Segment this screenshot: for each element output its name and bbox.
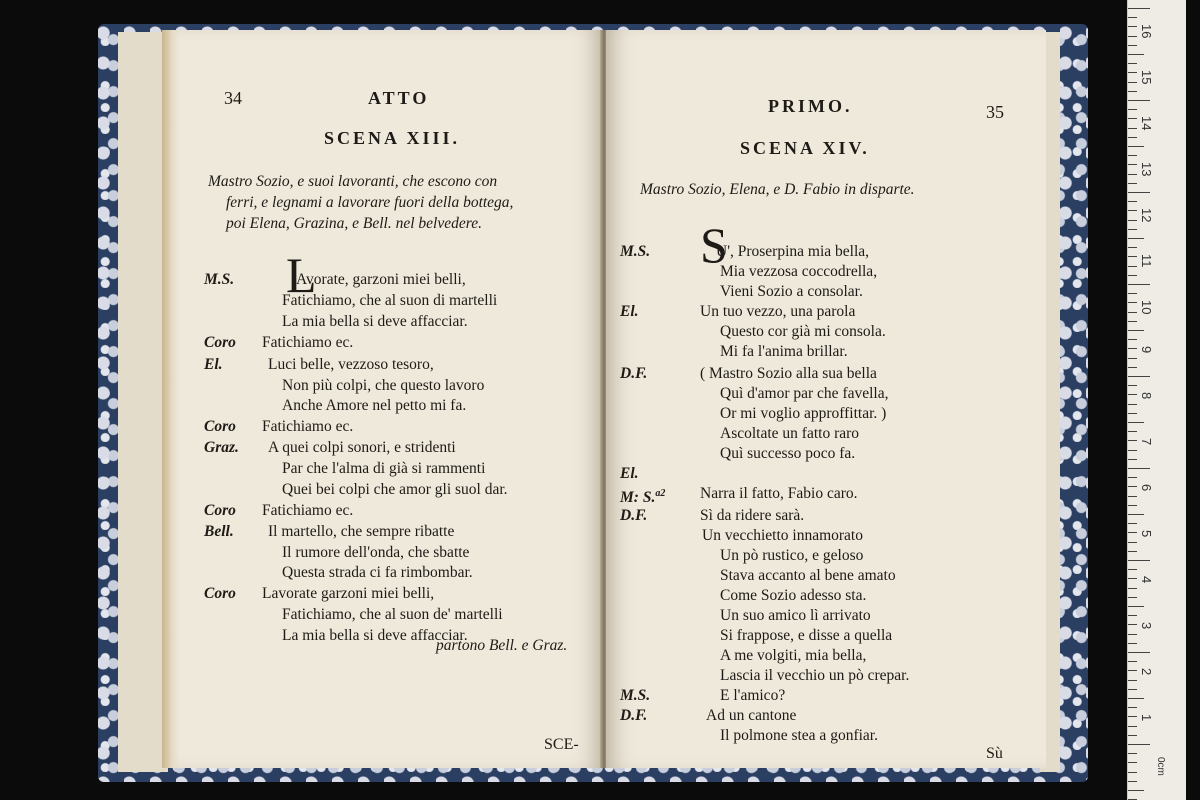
verse-text: Si frappose, e disse a quella xyxy=(720,627,893,644)
ruler-tick xyxy=(1128,615,1137,616)
verse-text: Fatichiamo ec. xyxy=(262,502,354,519)
ruler-tick xyxy=(1128,210,1137,211)
ruler-tick xyxy=(1128,247,1137,248)
ruler-number: 8 xyxy=(1139,392,1154,400)
ruler-number: 7 xyxy=(1139,438,1154,446)
verse-text: ( Mastro Sozio alla sua bella xyxy=(700,365,877,382)
verse-text: Quì d'amor par che favella, xyxy=(720,385,889,402)
ruler-tick xyxy=(1128,256,1137,257)
verse-text: Fatichiamo, che al suon di martelli xyxy=(282,292,498,309)
speaker-label: M.S. xyxy=(204,271,235,288)
speaker-label xyxy=(620,706,647,726)
catchword: Sù xyxy=(986,745,1003,762)
ruler-tick xyxy=(1128,413,1137,414)
stage-direction-line: ferri, e legnami a lavorare fuori della bottega, xyxy=(226,194,514,211)
ruler-tick xyxy=(1128,569,1137,570)
ruler-tick xyxy=(1128,312,1137,313)
verse-text: Fatichiamo ec. xyxy=(262,418,354,435)
verse-text: Anche Amore nel petto mi fa. xyxy=(282,397,467,414)
verse-text: Questo cor già mi consola. xyxy=(720,323,886,340)
ruler-tick xyxy=(1128,422,1144,423)
speaker-label xyxy=(620,506,647,526)
speaker-superscript: a2 xyxy=(655,488,666,499)
ruler-tick xyxy=(1128,339,1137,340)
ruler-tick xyxy=(1128,192,1150,193)
verse-text: Ascoltate un fatto raro xyxy=(720,425,860,442)
ruler-tick xyxy=(1128,707,1137,708)
speaker-name: El. xyxy=(620,465,639,482)
ruler-tick xyxy=(1128,643,1137,644)
ruler-tick xyxy=(1128,560,1150,561)
verse-text: Un tuo vezzo, una parola xyxy=(700,303,856,320)
verse-text: Ad un cantone xyxy=(706,707,797,724)
ruler-tick xyxy=(1128,330,1144,331)
verse-text: Un vecchietto innamorato xyxy=(702,527,863,544)
ruler-tick xyxy=(1128,440,1137,441)
verse-text: Quì successo poco fa. xyxy=(720,445,856,462)
speaker-label xyxy=(620,242,650,262)
speaker-name: M.S. xyxy=(620,243,651,260)
ruler-tick xyxy=(1128,54,1144,55)
running-head: PRIMO. xyxy=(768,96,853,116)
verse-text: Narra il fatto, Fabio caro. xyxy=(700,485,858,502)
speaker-label xyxy=(620,302,639,322)
ruler-tick xyxy=(1128,514,1144,515)
ruler-tick xyxy=(1128,477,1137,478)
ruler-tick xyxy=(1128,385,1137,386)
verse-text: Avorate, garzoni miei belli, xyxy=(296,271,466,288)
ruler-tick xyxy=(1128,118,1137,119)
ruler-tick xyxy=(1128,790,1144,791)
verse-text: Il polmone stea a gonfiar. xyxy=(720,727,878,744)
ruler-tick xyxy=(1128,652,1150,653)
verse-text: A me volgiti, mia bella, xyxy=(720,647,867,664)
ruler-tick xyxy=(1128,45,1137,46)
exit-direction: partono Bell. e Graz. xyxy=(436,637,568,654)
ruler-tick xyxy=(1128,578,1137,579)
ruler-tick xyxy=(1128,137,1137,138)
ruler-tick xyxy=(1128,698,1144,699)
ruler-tick xyxy=(1128,275,1137,276)
ruler-tick xyxy=(1128,293,1137,294)
ruler-tick xyxy=(1128,606,1144,607)
speaker-label: Coro xyxy=(204,502,236,519)
ruler-number: 5 xyxy=(1139,530,1154,538)
verse-text: Lavorate garzoni miei belli, xyxy=(262,585,435,602)
stage-direction-line: poi Elena, Grazina, e Bell. nel belvedere. xyxy=(226,215,482,232)
ruler-number: 15 xyxy=(1139,70,1154,85)
ruler-unit: 0cm xyxy=(1155,757,1166,776)
ruler-tick xyxy=(1128,348,1137,349)
ruler-tick xyxy=(1128,781,1137,782)
verse-text: Mia vezzosa coccodrella, xyxy=(720,263,878,280)
stage-direction-line: Mastro Sozio, e suoi lavoranti, che escono con xyxy=(208,173,498,190)
scene-title: SCENA XIII. xyxy=(324,128,461,148)
ruler-tick xyxy=(1128,394,1137,395)
verse-text: E l'amico? xyxy=(720,687,786,704)
ruler-tick xyxy=(1128,266,1137,267)
page-edge xyxy=(162,30,180,768)
ruler-tick xyxy=(1128,624,1137,625)
speaker-label xyxy=(620,464,639,484)
ruler-tick xyxy=(1128,670,1137,671)
ruler-tick xyxy=(1128,174,1137,175)
ruler-tick xyxy=(1128,26,1137,27)
speaker-name: M: S. xyxy=(620,489,656,506)
ruler-number: 12 xyxy=(1139,208,1154,223)
ruler-tick xyxy=(1128,404,1137,405)
ruler-tick xyxy=(1128,358,1137,359)
ruler-tick xyxy=(1128,155,1137,156)
verse-text: Luci belle, vezzoso tesoro, xyxy=(268,356,434,373)
speaker-label: Bell. xyxy=(204,523,234,540)
verse-text: La mia bella si deve affacciar. xyxy=(282,313,468,330)
ruler-tick xyxy=(1128,302,1137,303)
speaker-label xyxy=(620,484,665,508)
speaker-name: El. xyxy=(620,303,639,320)
ruler-tick xyxy=(1128,689,1137,690)
speaker-name: M.S. xyxy=(620,687,651,704)
ruler-tick xyxy=(1128,523,1137,524)
verse-text: La mia bella si deve affacciar. xyxy=(282,627,468,644)
ruler-tick xyxy=(1128,588,1137,589)
verse-text: Or mi voglio approffittar. ) xyxy=(720,405,887,422)
speaker-label: Coro xyxy=(204,585,236,602)
verse-text: Mi fa l'anima brillar. xyxy=(720,343,848,360)
ruler-tick xyxy=(1128,753,1137,754)
ruler-tick xyxy=(1128,100,1150,101)
ruler-number: 10 xyxy=(1139,300,1154,315)
verse-text: Non più colpi, che questo lavoro xyxy=(282,377,485,394)
verse-text: A quei colpi sonori, e stridenti xyxy=(268,439,456,456)
drop-initial: S xyxy=(700,217,728,273)
verse-text: Un pò rustico, e geloso xyxy=(720,547,864,564)
verse-text: U', Proserpina mia bella, xyxy=(716,243,870,260)
left-page-stack xyxy=(118,32,168,772)
ruler-tick xyxy=(1128,164,1137,165)
ruler-tick xyxy=(1128,505,1137,506)
ruler-number: 16 xyxy=(1139,24,1154,39)
ruler-tick xyxy=(1128,496,1137,497)
verse-text: Quei bei colpi che amor gli suol dar. xyxy=(282,481,508,498)
ruler-tick xyxy=(1128,220,1137,221)
speaker-label: Graz. xyxy=(204,439,239,456)
verse-text: Un suo amico lì arrivato xyxy=(720,607,871,624)
speaker-label: El. xyxy=(204,356,223,373)
verse-text: Lascia il vecchio un pò crepar. xyxy=(720,667,910,684)
ruler-tick xyxy=(1128,8,1150,9)
verse-text: Vieni Sozio a consolar. xyxy=(720,283,863,300)
ruler-tick xyxy=(1128,680,1137,681)
ruler-tick xyxy=(1128,201,1137,202)
ruler-tick xyxy=(1128,321,1137,322)
verse-text: Il rumore dell'onda, che sbatte xyxy=(282,544,470,561)
ruler-tick xyxy=(1128,772,1137,773)
ruler-tick xyxy=(1128,229,1137,230)
left-page xyxy=(162,30,602,768)
ruler-tick xyxy=(1128,17,1137,18)
ruler-number: 3 xyxy=(1139,622,1154,630)
verse-text: Sì da ridere sarà. xyxy=(700,507,805,524)
ruler-number: 14 xyxy=(1139,116,1154,131)
ruler-tick xyxy=(1128,450,1137,451)
ruler-tick xyxy=(1128,183,1137,184)
ruler-tick xyxy=(1128,72,1137,73)
ruler-tick xyxy=(1128,661,1137,662)
ruler-tick xyxy=(1128,91,1137,92)
ruler-number: 9 xyxy=(1139,346,1154,354)
ruler-tick xyxy=(1128,744,1150,745)
ruler-number: 2 xyxy=(1139,668,1154,676)
ruler-tick xyxy=(1128,486,1137,487)
right-page xyxy=(606,30,1046,768)
stage-direction: Mastro Sozio, Elena, e D. Fabio in disparte. xyxy=(640,181,915,198)
ruler-tick xyxy=(1128,238,1144,239)
verse-text: Stava accanto al bene amato xyxy=(720,567,896,584)
speaker-label xyxy=(620,686,650,706)
page-number: 34 xyxy=(224,88,242,108)
ruler-tick xyxy=(1128,284,1150,285)
page-number: 35 xyxy=(986,102,1004,122)
ruler-tick xyxy=(1128,459,1137,460)
catchword: SCE- xyxy=(544,736,579,753)
ruler-tick xyxy=(1128,735,1137,736)
ruler-tick xyxy=(1128,716,1137,717)
ruler-tick xyxy=(1128,367,1137,368)
ruler-tick xyxy=(1128,109,1137,110)
verse-text: Il martello, che sempre ribatte xyxy=(268,523,455,540)
ruler-number: 1 xyxy=(1139,714,1154,722)
ruler-tick xyxy=(1128,146,1144,147)
verse-text: Fatichiamo, che al suon de' martelli xyxy=(282,606,503,623)
ruler-tick xyxy=(1128,63,1137,64)
ruler-number: 6 xyxy=(1139,484,1154,492)
ruler-tick xyxy=(1128,762,1137,763)
ruler-tick xyxy=(1128,82,1137,83)
speaker-label: Coro xyxy=(204,418,236,435)
ruler-tick xyxy=(1128,36,1137,37)
drop-initial: L xyxy=(286,247,317,303)
ruler-number: 13 xyxy=(1139,162,1154,177)
verse-text: Fatichiamo ec. xyxy=(262,334,354,351)
speaker-name: D.F. xyxy=(620,365,648,382)
running-head: ATTO xyxy=(368,88,430,108)
ruler-tick xyxy=(1128,431,1137,432)
ruler-number: 4 xyxy=(1139,576,1154,584)
speaker-name: D.F. xyxy=(620,707,648,724)
speaker-label xyxy=(620,364,647,384)
ruler-tick xyxy=(1128,128,1137,129)
scene-title: SCENA XIV. xyxy=(740,138,870,158)
ruler-number: 11 xyxy=(1139,254,1154,268)
ruler-tick xyxy=(1128,634,1137,635)
verse-text: Par che l'alma di già si rammenti xyxy=(282,460,486,477)
verse-text: Come Sozio adesso sta. xyxy=(720,587,867,604)
speaker-name: D.F. xyxy=(620,507,648,524)
ruler-tick xyxy=(1128,551,1137,552)
speaker-label: Coro xyxy=(204,334,236,351)
verse-text: Questa strada ci fa rimbombar. xyxy=(282,564,473,581)
ruler-tick xyxy=(1128,726,1137,727)
ruler-tick xyxy=(1128,532,1137,533)
ruler-tick xyxy=(1128,468,1150,469)
ruler-tick xyxy=(1128,542,1137,543)
measuring-ruler xyxy=(1127,0,1186,800)
ruler-tick xyxy=(1128,376,1150,377)
ruler-tick xyxy=(1128,597,1137,598)
